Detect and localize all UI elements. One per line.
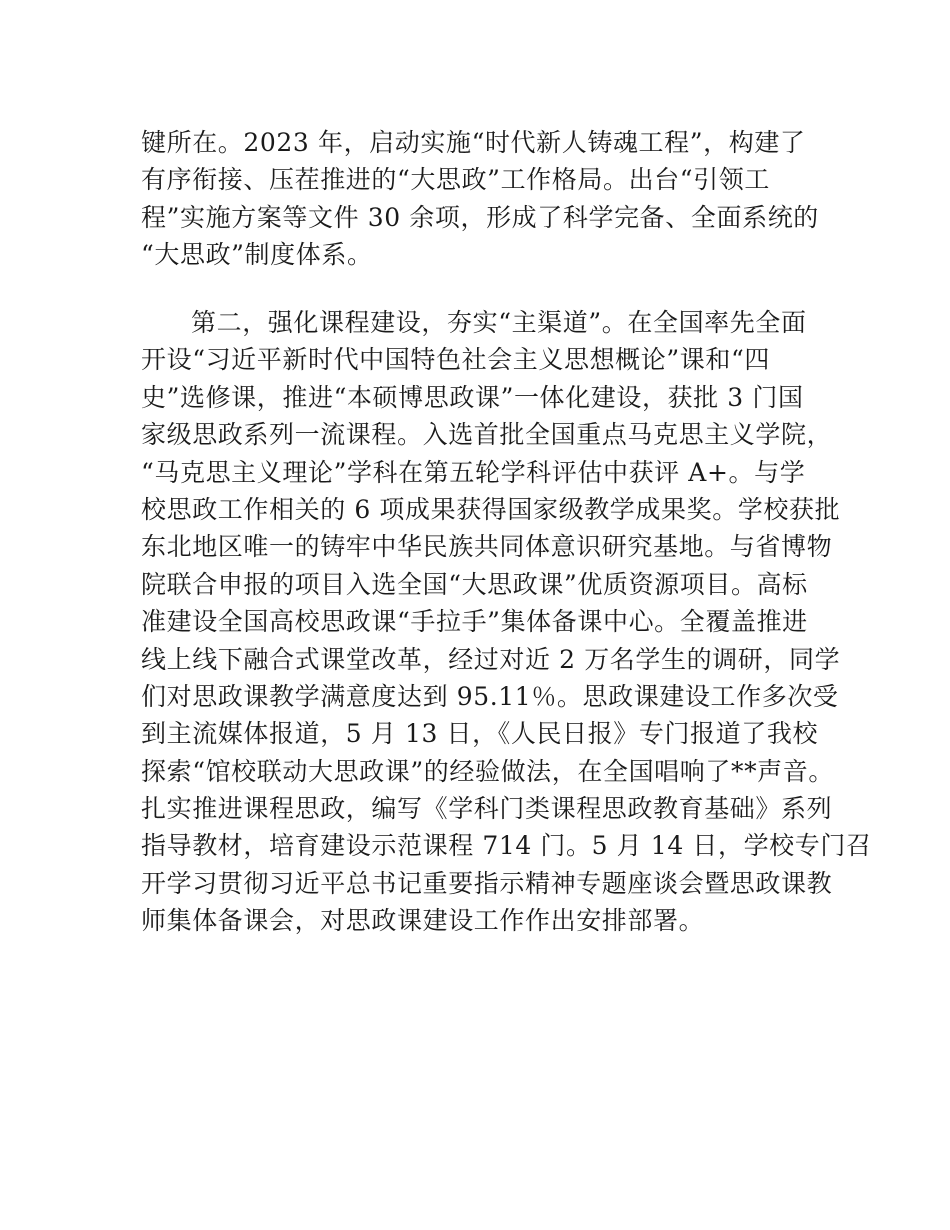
paragraph-line: 们对思政课教学满意度达到 95.11％。思政课建设工作多次受 <box>141 681 839 711</box>
paragraph-line: 校思政工作相关的 6 项成果获得国家级教学成果奖。学校获批 <box>141 494 841 524</box>
paragraph-2 <box>141 304 872 940</box>
paragraph-line: 探索“馆校联动大思政课”的经验做法，在全国唱响了**声音。 <box>141 756 834 786</box>
paragraph-line: 开设“习近平新时代中国特色社会主义思想概论”课和“四 <box>141 345 770 375</box>
paragraph-line: 键所在。2023 年，启动实施“时代新人铸魂工程”，构建了 <box>141 128 806 157</box>
paragraph-line: “马克思主义理论”学科在第五轮学科评估中获评 A+。与学 <box>141 457 806 487</box>
paragraph-line: 准建设全国高校思政课“手拉手”集体备课中心。全覆盖推进 <box>141 607 808 637</box>
paragraph-line: 到主流媒体报道，5 月 13 日，《人民日报》专门报道了我校 <box>141 719 819 749</box>
paragraph-line: 史”选修课，推进“本硕博思政课”一体化建设，获批 3 门国 <box>141 382 804 412</box>
paragraph-line: 指导教材，培育建设示范课程 714 门。5 月 14 日，学校专门召 <box>141 831 872 861</box>
paragraph-line: 扎实推进课程思政，编写《学科门类课程思政教育基础》系列 <box>141 794 833 824</box>
paragraph-line: 程”实施方案等文件 30 余项，形成了科学完备、全面系统的 <box>141 202 819 232</box>
paragraph-line: 第二，强化课程建设，夯实“主渠道”。在全国率先全面 <box>191 308 807 337</box>
paragraph-1 <box>141 124 831 274</box>
paragraph-line: 家级思政系列一流课程。入选首批全国重点马克思主义学院， <box>141 420 833 450</box>
paragraph-line: “大思政”制度体系。 <box>141 240 373 270</box>
paragraph-line: 线上线下融合式课堂改革，经过对近 2 万名学生的调研，同学 <box>141 644 841 674</box>
paragraph-line: 开学习贯彻习近平总书记重要指示精神专题座谈会暨思政课教 <box>141 868 833 898</box>
paragraph-line: 有序衔接、压茬推进的“大思政”工作格局。出台“引领工 <box>141 165 770 195</box>
paragraph-line: 东北地区唯一的铸牢中华民族共同体意识研究基地。与省博物 <box>141 532 833 562</box>
paragraph-line: 师集体备课会，对思政课建设工作作出安排部署。 <box>141 906 705 936</box>
paragraph-line: 院联合申报的项目入选全国“大思政课”优质资源项目。高标 <box>141 569 808 599</box>
